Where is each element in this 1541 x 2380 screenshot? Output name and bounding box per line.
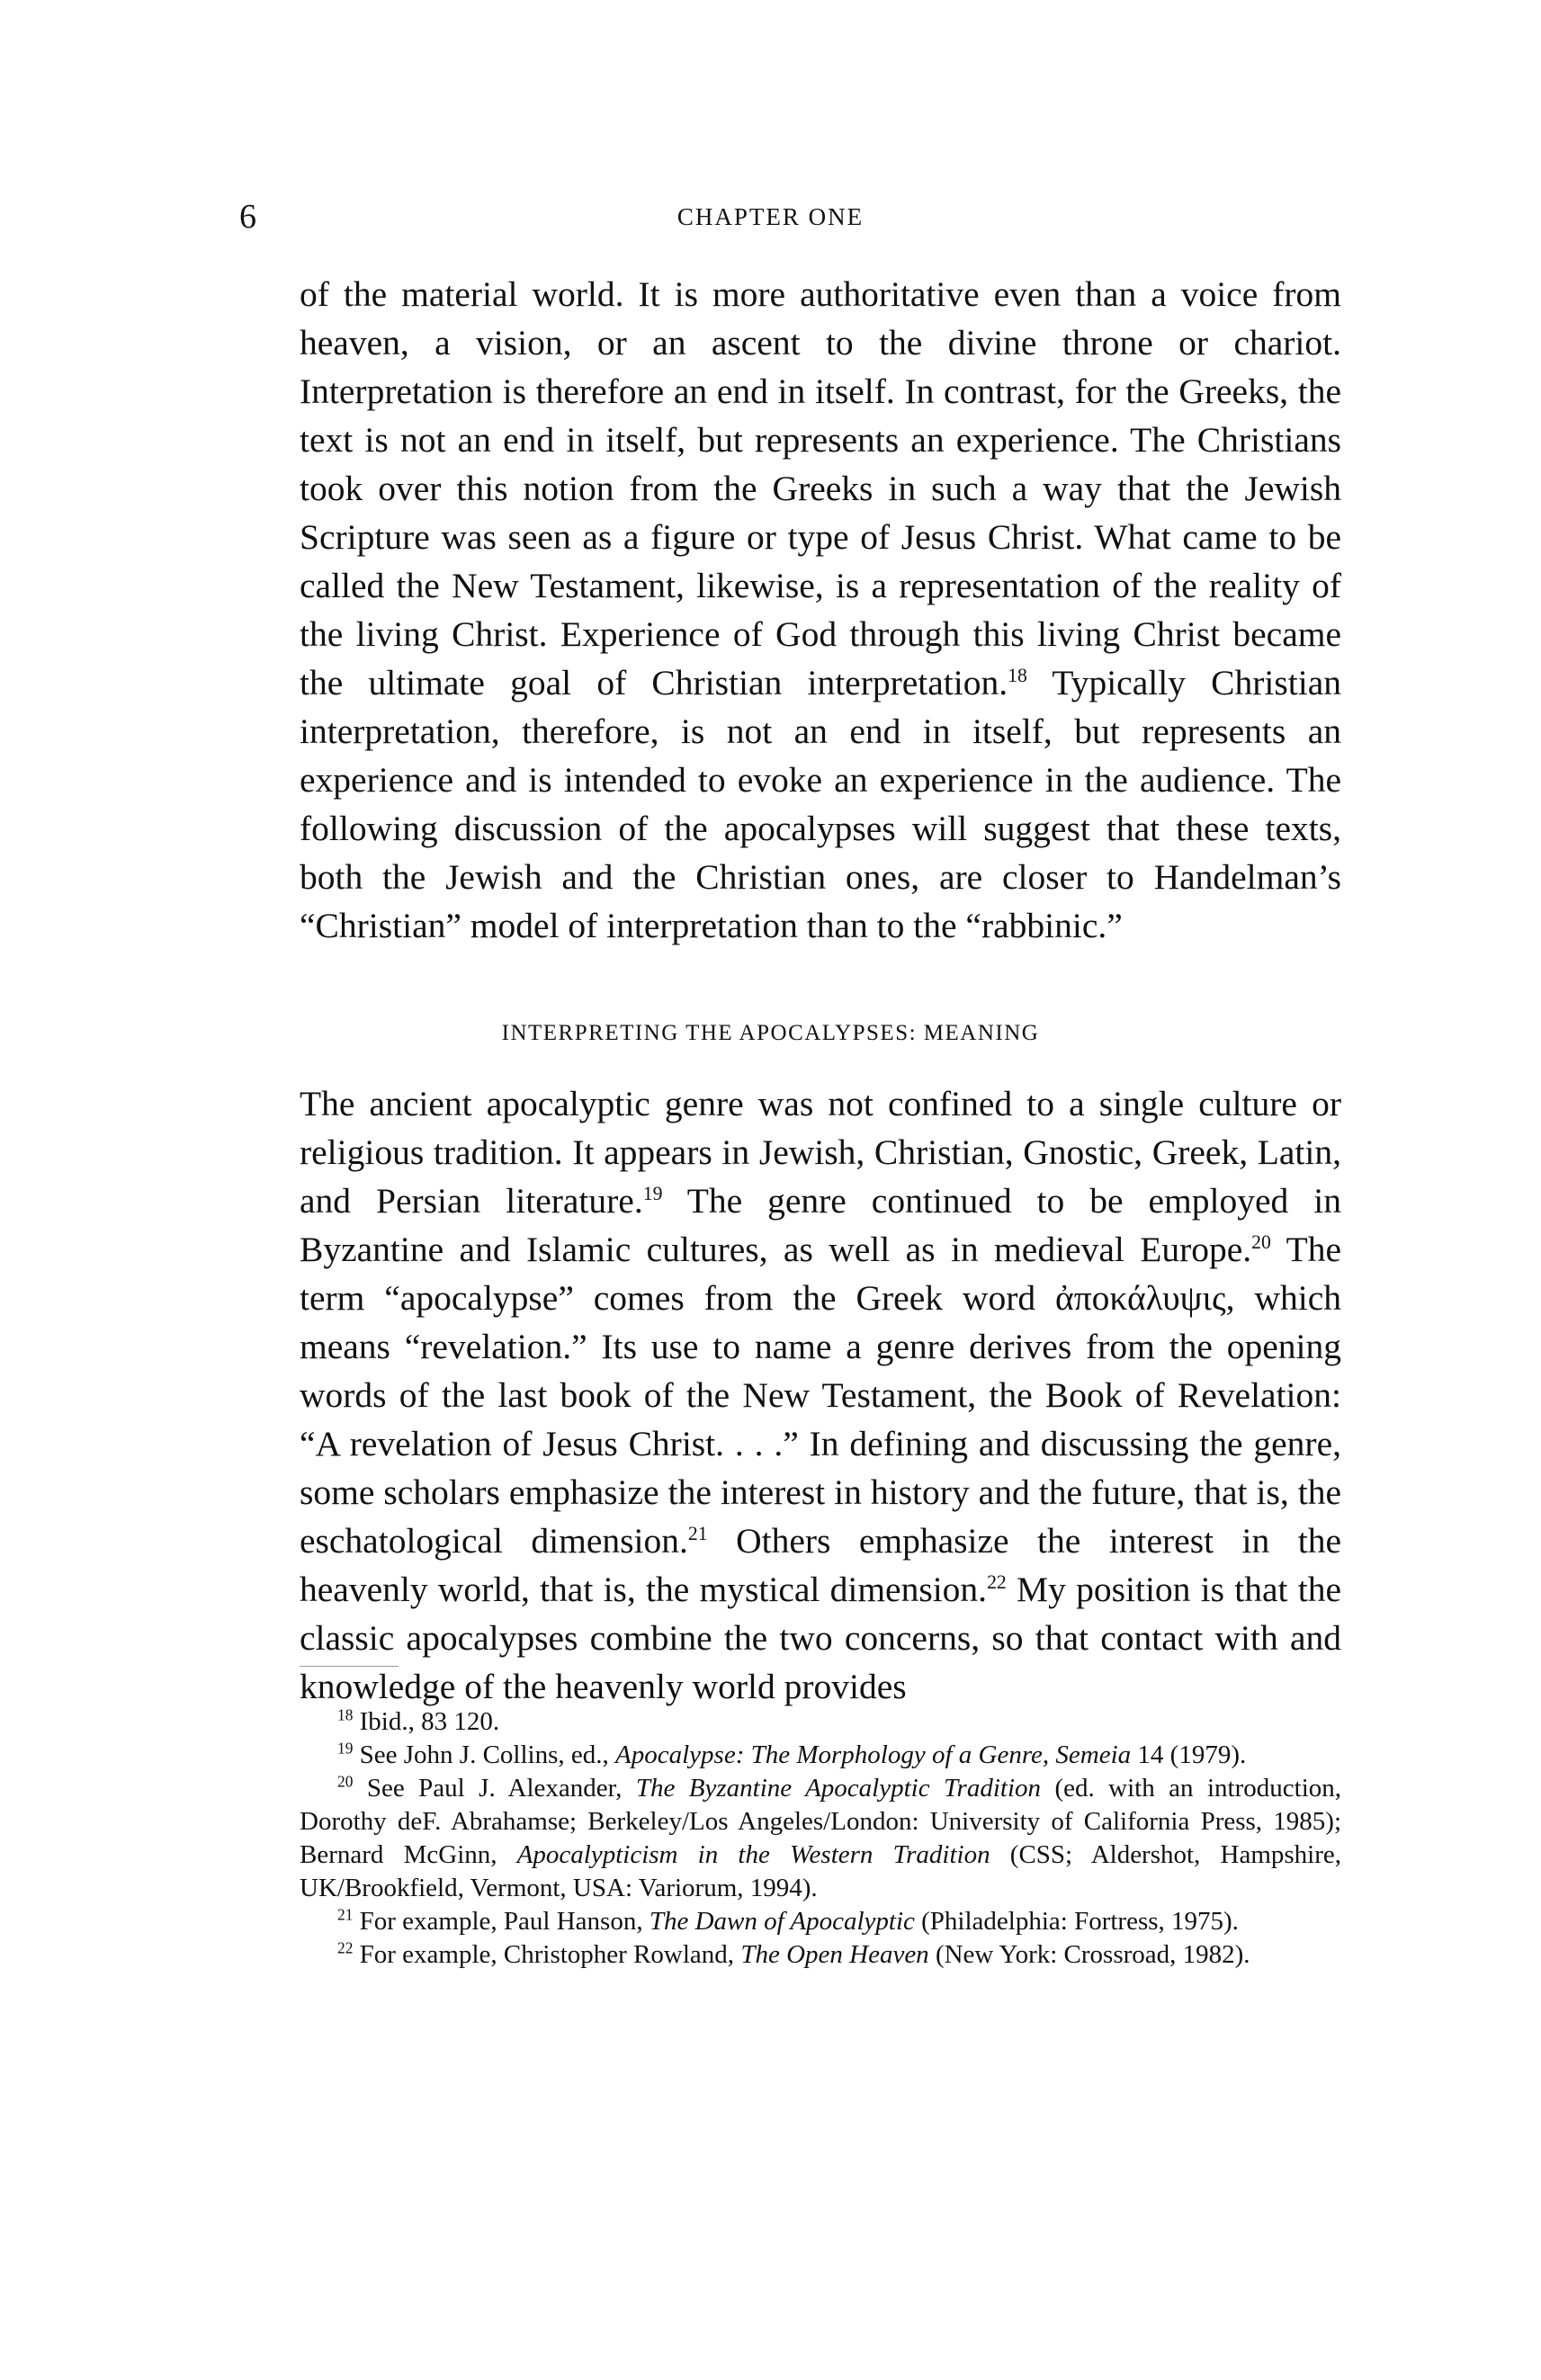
footnote-ref: 21 [687, 1522, 708, 1544]
footnote-text: See Paul J. Alexander, [366, 1774, 636, 1803]
footnote-title: Apocalypse: The Morphology of a Genre, Semeia [615, 1740, 1132, 1769]
footnote-title: The Dawn of Apocalyptic [649, 1907, 915, 1936]
running-head: CHAPTER ONE [676, 203, 865, 230]
paragraph-text: The ancient apocalyptic genre was not confined to a single culture or religious tradition. It appears in Jewish, Christian, Gnostic, Greek, Latin, and Persian literature. [300, 1084, 1341, 1221]
footnotes [300, 1705, 1341, 1972]
footnote-20 [300, 1772, 1341, 1905]
paragraph-text: Typically Christian interpretation, therefore, is not an end in itself, but represents an experience and is intended to evoke an experience in the audience. The following discussion of the apocalypses will suggest that these texts, both the Jewish and the Christian ones, are closer to Handelman’s “Christian” model of interpretation than to the “rabbinic.” [300, 663, 1341, 945]
body-paragraph-1 [300, 270, 1341, 950]
paragraph-text: My position is that the classic apocalypses combine the two concerns, so that contact with and knowledge of the heavenly world provides [300, 1570, 1342, 1706]
footnote-number: 20 [337, 1772, 354, 1791]
paragraph-text: of the material world. It is more authoritative even than a voice from heaven, a vision, or an ascent to the divine throne or chariot. Interpretation is therefore an end in itself. In contrast, for the Greeks, the text is not an end in itself, but represents an experience. The Christians took over this notion from the Greeks in such a way that the Jewish Scripture was seen as a figure or type of Jesus Christ. What came to be called the New Testament, likewise, is a representation of the reality of the living Christ. Experience of God through this living Christ became the ultimate goal of Christian interpretation. [300, 274, 1341, 702]
footnote-ref: 22 [987, 1570, 1007, 1593]
footnote-text: See John J. Collins, ed., [359, 1740, 616, 1769]
footnote-title: The Open Heaven [740, 1940, 929, 1969]
section-heading: INTERPRETING THE APOCALYPSES: MEANING [501, 1021, 1040, 1045]
paragraph-text: Others emphasize the interest in the heavenly world, that is, the mystical dimension. [300, 1521, 1341, 1609]
footnote-number: 19 [337, 1739, 354, 1758]
footnote-ref: 18 [1008, 664, 1027, 686]
footnote-text: For example, Christopher Rowland, [359, 1940, 741, 1969]
footnote-divider [300, 1666, 399, 1667]
body-paragraph-2 [300, 1079, 1341, 1711]
footnote-text: For example, Paul Hanson, [359, 1907, 650, 1936]
footnote-18 [300, 1705, 1341, 1739]
footnote-ref: 19 [642, 1182, 663, 1204]
footnote-title: The Byzantine Apocalyptic Tradition [635, 1774, 1042, 1803]
footnote-number: 18 [337, 1705, 354, 1724]
footnote-ref: 20 [1251, 1230, 1271, 1253]
footnote-title: Apocalypticism in the Western Tradition [516, 1840, 990, 1869]
footnote-text: 14 (1979). [1131, 1740, 1247, 1769]
footnote-number: 22 [337, 1938, 354, 1957]
footnote-text: (CSS; Aldershot, Hampshire, UK/Brookfield, Vermont, USA: Variorum, 1994). [300, 1840, 1341, 1902]
footnote-number: 21 [337, 1905, 354, 1924]
footnote-21 [300, 1905, 1341, 1938]
footnote-22 [300, 1938, 1341, 1972]
footnote-text: (ed. with an introduction, Dorothy deF. Abrahamse; Berkeley/Los Angeles/London: University of California Press, 1985); Bernard McGinn, [300, 1774, 1342, 1869]
page-number: 6 [239, 198, 256, 236]
paragraph-text: The genre continued to be employed in Byzantine and Islamic cultures, as well as in medieval Europe. [300, 1181, 1341, 1269]
footnote-text: (Philadelphia: Fortress, 1975). [914, 1907, 1239, 1936]
paragraph-text: The term “apocalypse” comes from the Greek word ἀποκάλυψις, which means “revelation.” Its use to name a genre derives from the opening words of the last book of the New Testament, the Book of Revelation: “A revelation of Jesus Christ. . . .” In defining and discussing the genre, some scholars emphasize the interest in history and the future, that is, the eschatological dimension. [300, 1230, 1341, 1561]
footnote-text: (New York: Crossroad, 1982). [928, 1940, 1250, 1969]
footnote-text: Ibid., 83 120. [359, 1707, 500, 1736]
footnote-19 [300, 1739, 1341, 1772]
